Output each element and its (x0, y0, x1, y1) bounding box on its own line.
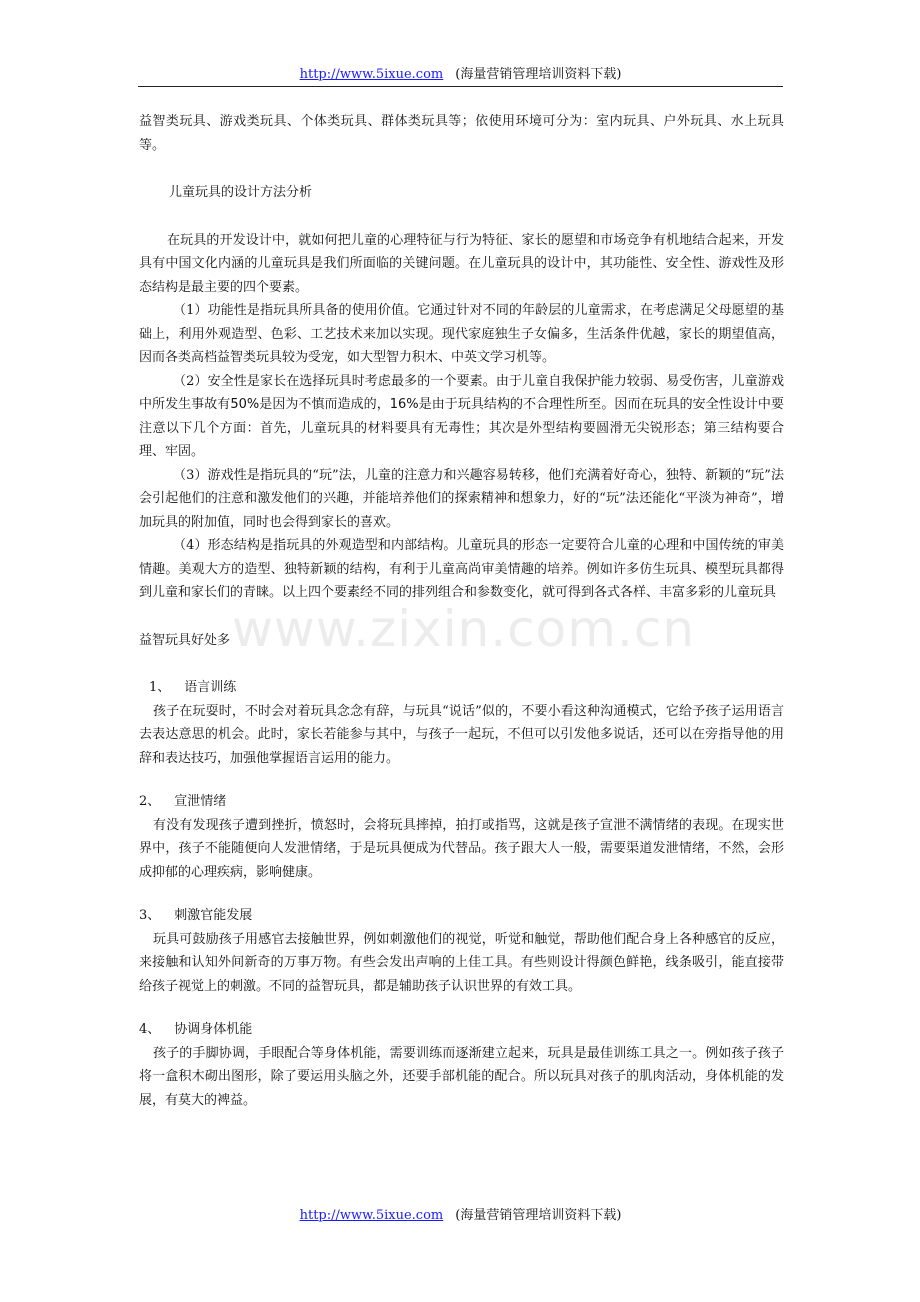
footer-link[interactable]: http://www.5ixue.com (299, 1208, 444, 1223)
item-text: 孩子的手脚协调，手眼配合等身体机能，需要训练而逐渐建立起来，玩具是最佳训练工具之一。例如孩子孩子将一盒积木砌出图形，除了要运用头脑之外，还要手部机能的配合。所以玩具对孩子的肌肉活动，身体机能的发展，有莫大的裨益。 (139, 1045, 784, 1108)
watermark: www.zixin.com.cn (232, 600, 696, 658)
page-header (138, 66, 783, 84)
point-playability: （3）游戏性是指玩具的“玩”法，儿童的注意力和兴趣容易转移，他们充满着好奇心，独特、新颖的“玩”法会引起他们的注意和激发他们的兴趣，并能培养他们的探索精神和想象力，好的“玩”法还能化“平淡为神奇”，增加玩具的附加值，同时也会得到家长的喜欢。 (139, 467, 784, 530)
header-link[interactable]: http://www.5ixue.com (299, 67, 444, 82)
safety-percent-2: 16% (389, 397, 419, 412)
item-title: 协调身体机能 (174, 1022, 253, 1037)
safety-text-b: 是因为不慎而造成的， (259, 397, 390, 412)
section2-title: 益智玩具好处多 (139, 632, 231, 648)
footer-note: (海量营销管理培训资料下载) (455, 1208, 622, 1223)
page-footer (138, 1207, 783, 1225)
item-number: 2、 (139, 794, 161, 809)
item-title: 语言训练 (184, 680, 237, 695)
item-heading (139, 676, 784, 700)
safety-text-c: 是由于玩具结构的不合理性所至。因而在玩具的安全性设计中要注意以下几个方面：首先，儿童玩具的材料要具有无毒性；其次是外型结构要圆滑无尖锐形态；第三结构要合理、牢固。 (139, 397, 784, 459)
point-safety (139, 370, 784, 464)
section-title: 儿童玩具的设计方法分析 (169, 185, 313, 200)
safety-percent-1: 50% (230, 397, 260, 412)
item-title: 宣泄情绪 (174, 794, 227, 809)
header-note: (海量营销管理培训资料下载) (455, 67, 622, 82)
item-heading (139, 904, 784, 928)
item-number: 1、 (149, 680, 171, 695)
point-form: （4）形态结构是指玩具的外观造型和内部结构。儿童玩具的形态一定要符合儿童的心理和中国传统的审美情趣。美观大方的造型、独特新颖的结构，有利于儿童高尚审美情趣的培养。例如许多仿生玩具、模型玩具都得到儿童和家长们的青睐。以上四个要素经不同的排列组合和参数变化，就可得到各式各样、丰富多彩的儿童玩具 (139, 538, 784, 600)
safety-text-a: （2）安全性是家长在选择玩具时考虑最多的一个要素。由于儿童自我保护能力较弱、易受伤害，儿童游戏中所发生事故有 (139, 373, 784, 412)
item-text: 有没有发现孩子遭到挫折，愤怒时，会将玩具摔掉，拍打或指骂，这就是孩子宣泄不满情绪的表现。在现实世界中，孩子不能随便向人发泄情绪，于是玩具便成为代替品。孩子跟大人一般，需要渠道发泄情绪，不然，会形成抑郁的心理疾病，影响健康。 (139, 817, 784, 880)
header-rule (138, 86, 783, 87)
item-text: 玩具可鼓励孩子用感官去接触世界，例如刺激他们的视觉，听觉和触觉，帮助他们配合身上各种感官的反应，来接触和认知外间新奇的万事万物。有些会发出声响的上佳工具。有些则设计得颜色鲜艳，线条吸引，能直接带给孩子视觉上的刺激。不同的益智玩具，都是辅助孩子认识世界的有效工具。 (139, 931, 784, 994)
item-text: 孩子在玩耍时，不时会对着玩具念念有辞，与玩具“说话”似的，不要小看这种沟通模式，它给予孩子运用语言去表达意思的机会。此时，家长若能参与其中，与孩子一起玩，不但可以引发他多说话，还可以在旁指导他的用辞和表达技巧，加强他掌握语言运用的能力。 (139, 703, 784, 766)
item-heading (139, 790, 784, 814)
intro-paragraph: 益智类玩具、游戏类玩具、个体类玩具、群体类玩具等；依使用环境可分为：室内玩具、户外玩具、水上玩具等。 (139, 114, 784, 153)
document-body (139, 110, 784, 1112)
item-number: 3、 (139, 908, 161, 923)
item-heading (139, 1018, 784, 1042)
item-number: 4、 (139, 1022, 161, 1037)
point-functionality: （1）功能性是指玩具所具备的使用价值。它通过针对不同的年龄层的儿童需求，在考虑满足父母愿望的基础上，利用外观造型、色彩、工艺技术来加以实现。现代家庭独生子女偏多，生活条件优越，家长的期望值高，因而各类高档益智类玩具较为受宠，如大型智力积木、中英文学习机等。 (139, 303, 784, 365)
item-title: 刺激官能发展 (174, 908, 253, 923)
section-lead: 在玩具的开发设计中，就如何把儿童的心理特征与行为特征、家长的愿望和市场竞争有机地结合起来，开发具有中国文化内涵的儿童玩具是我们所面临的关键问题。在儿童玩具的设计中，其功能性、安全性、游戏性及形态结构是最主要的四个要素。 (139, 232, 784, 295)
